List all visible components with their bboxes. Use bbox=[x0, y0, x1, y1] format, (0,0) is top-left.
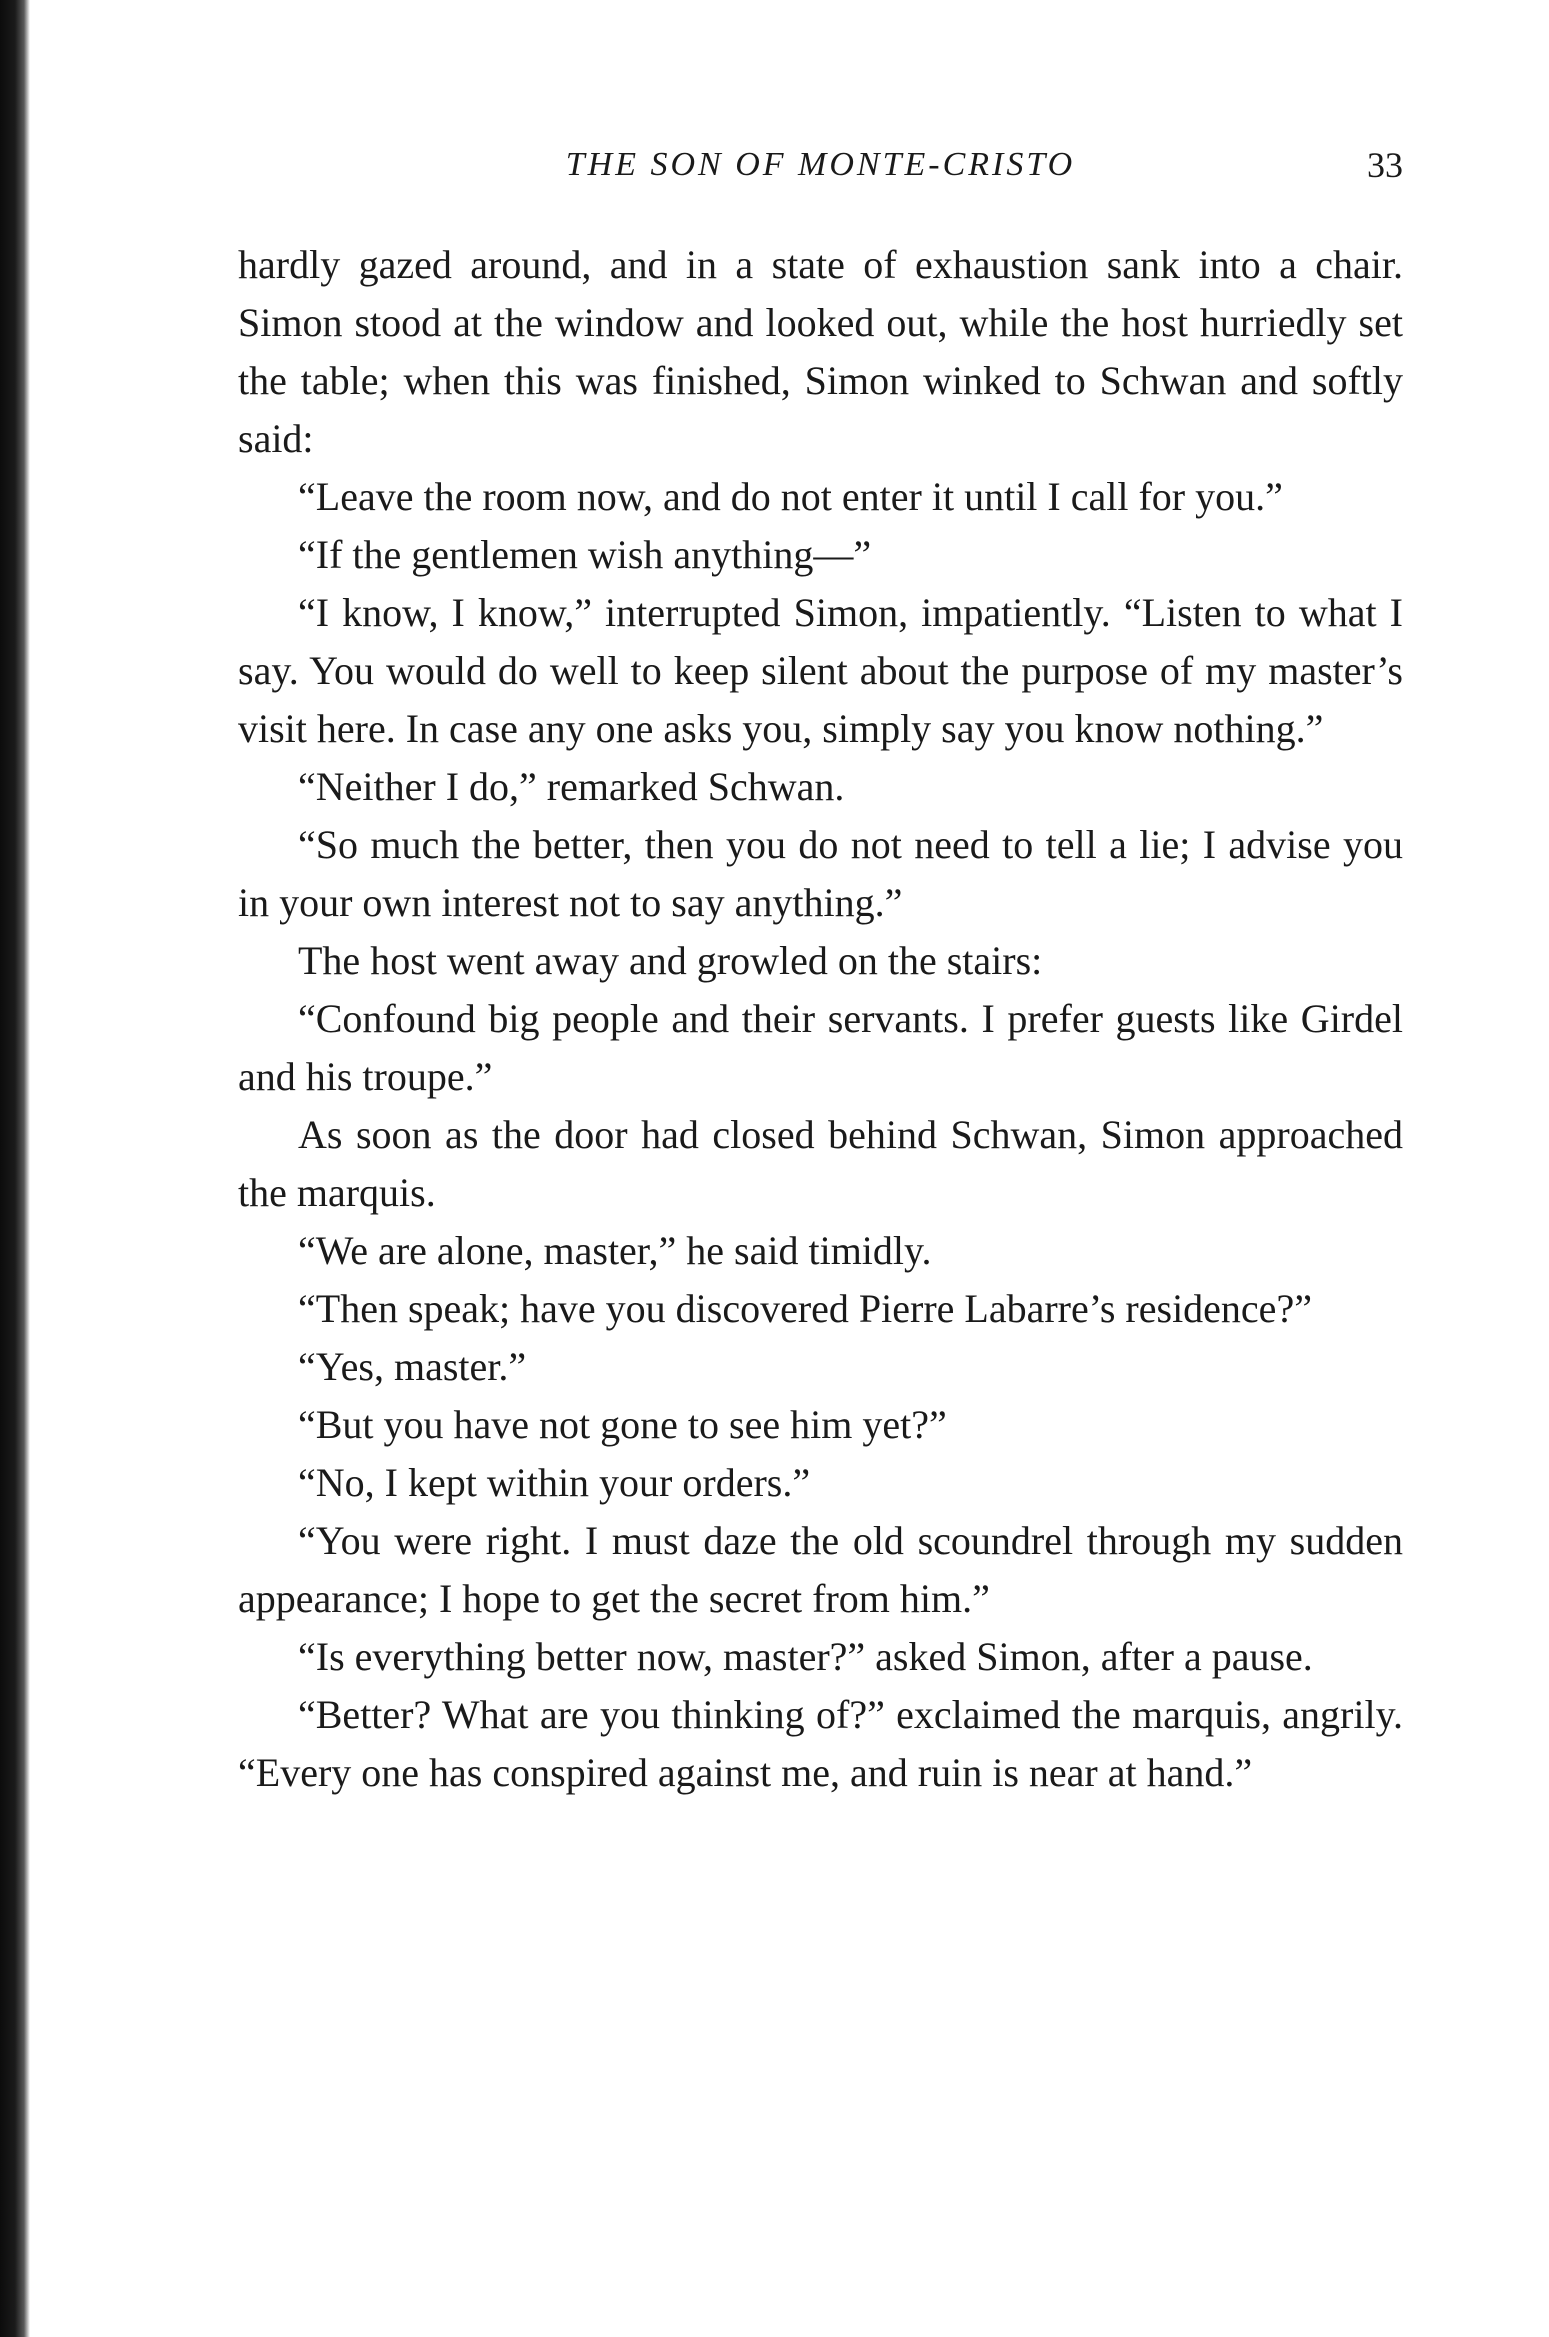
paragraph: “Is everything better now, master?” asked Simon, after a pause. bbox=[298, 1634, 1313, 1679]
paragraph: “Then speak; have you discovered Pierre Labarre’s residence?” bbox=[298, 1286, 1312, 1331]
binding-edge bbox=[0, 0, 30, 2337]
running-title: THE SON OF MONTE-CRISTO bbox=[565, 146, 1076, 183]
paragraph: “Yes, master.” bbox=[298, 1344, 527, 1389]
book-page bbox=[238, 0, 1403, 2337]
paragraph: “Better? What are you thinking of?” exclaimed the marquis, angrily. “Every one has conspired against me, and ruin is near at hand.” bbox=[238, 1692, 1403, 1795]
paragraph: As soon as the door had closed behind Schwan, Simon approached the marquis. bbox=[238, 1112, 1403, 1215]
page-number: 33 bbox=[1367, 145, 1403, 185]
paragraph: “Leave the room now, and do not enter it until I call for you.” bbox=[298, 474, 1283, 519]
paragraph: “We are alone, master,” he said timidly. bbox=[298, 1228, 932, 1273]
paragraph: “If the gentlemen wish anything—” bbox=[298, 532, 872, 577]
paragraph: “No, I kept within your orders.” bbox=[298, 1460, 811, 1505]
paragraph: “But you have not gone to see him yet?” bbox=[298, 1402, 947, 1447]
paragraph: “Neither I do,” remarked Schwan. bbox=[298, 764, 845, 809]
paragraph: “I know, I know,” interrupted Simon, impatiently. “Listen to what I say. You would do well to keep silent about the purpose of my master’s visit here. In case any one asks you, simply say you know nothing.” bbox=[238, 590, 1403, 751]
paragraph: “So much the better, then you do not need to tell a lie; I advise you in your own interest not to say anything.” bbox=[238, 822, 1403, 925]
body-text bbox=[238, 236, 1403, 1802]
paragraph: hardly gazed around, and in a state of exhaustion sank into a chair. Simon stood at the window and looked out, while the host hurriedly set the table; when this was finished, Simon winked to Schwan and softly said: bbox=[238, 242, 1403, 461]
running-head bbox=[238, 140, 1403, 190]
paragraph: “Confound big people and their servants. I prefer guests like Girdel and his troupe.” bbox=[238, 996, 1403, 1099]
paragraph: The host went away and growled on the stairs: bbox=[298, 938, 1043, 983]
paragraph: “You were right. I must daze the old scoundrel through my sudden appearance; I hope to get the secret from him.” bbox=[238, 1518, 1403, 1621]
